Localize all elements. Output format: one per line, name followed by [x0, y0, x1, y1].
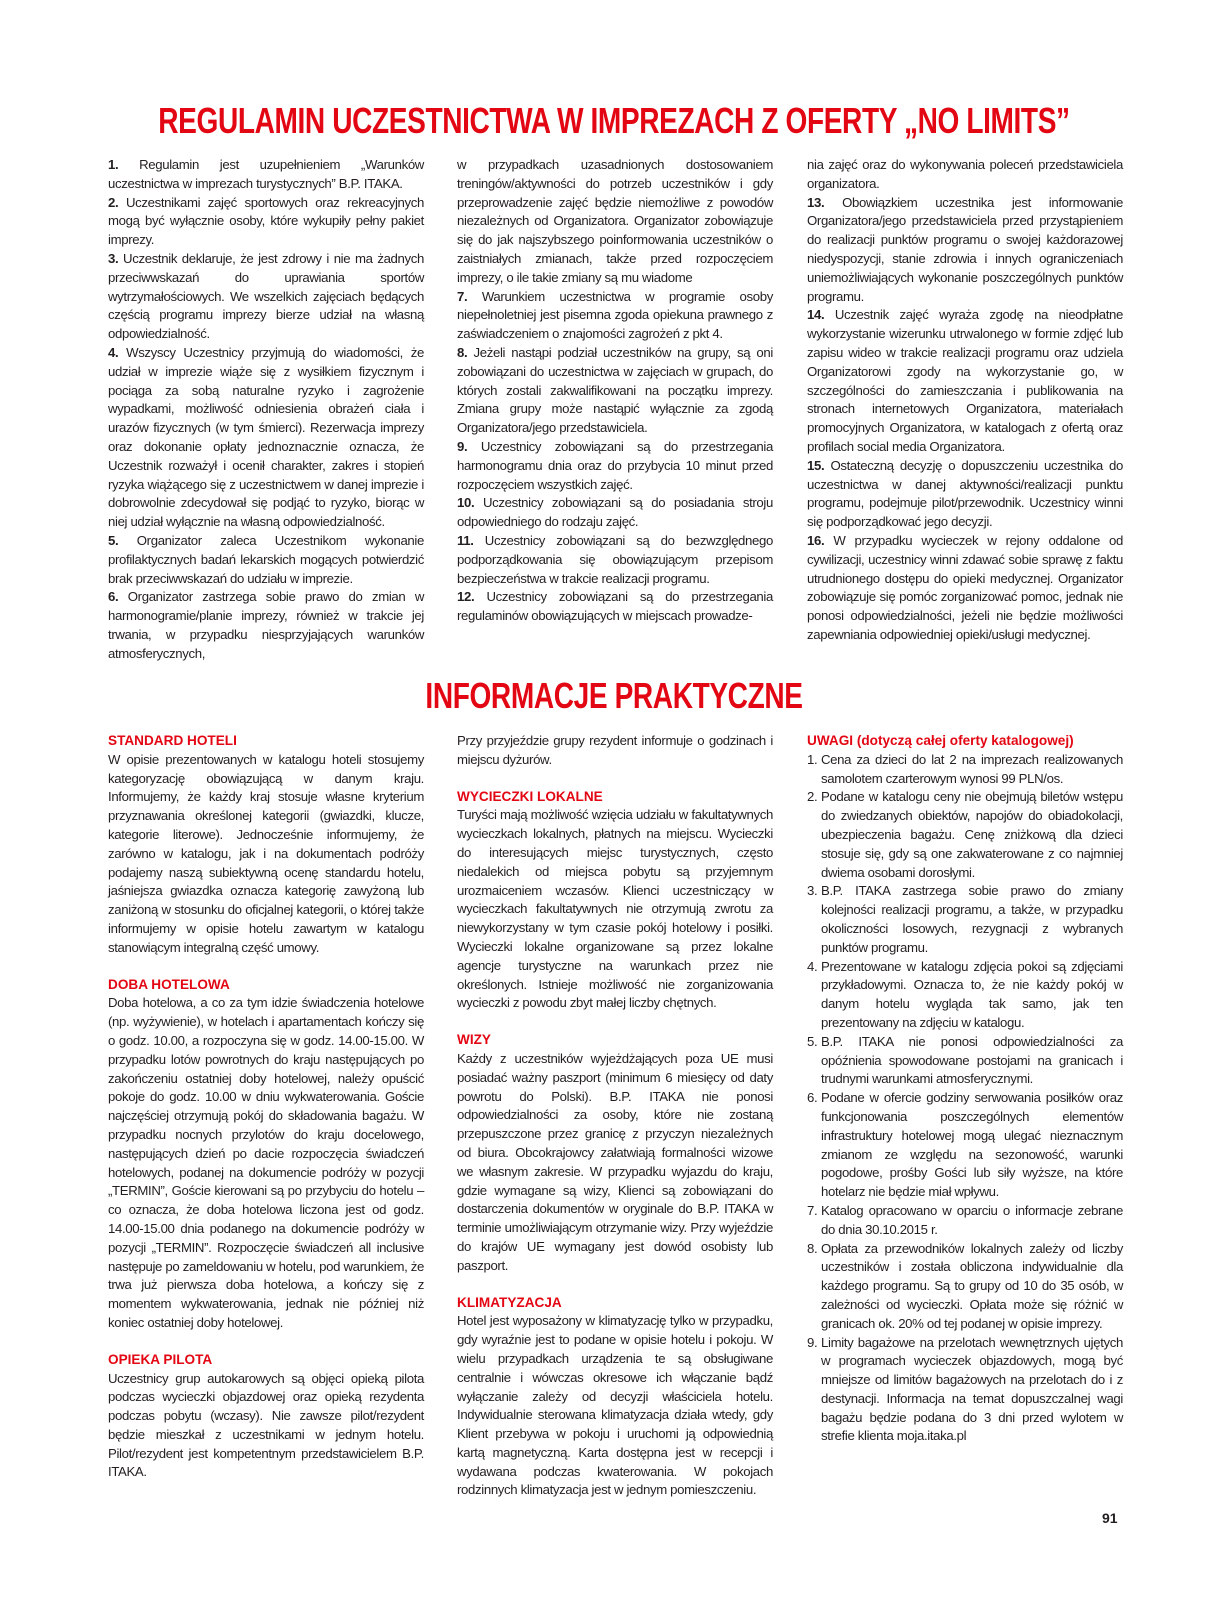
regulamin-item: nia zajęć oraz do wykonywania poleceń przedstawiciela organizatora. [807, 157, 1123, 191]
regulamin-item: 8. Jeżeli nastąpi podział uczestników na grupy, są oni zobowiązani do uczestnictwa w zajęciach w grupach, do których zostali zakwalifikowani na początku imprezy. Zmiana grupy może nastąpić wyłącznie za zgodą Organizatora/jego przedstawiciela. [457, 344, 773, 436]
regulamin-item: 2. Uczestnikami zajęć sportowych oraz rekreacyjnych mogą być wyłącznie osoby, które wykupiły pełny pakiet imprezy. [108, 194, 424, 248]
uwagi-item: 7. Katalog opracowano w oparciu o informacje zebrane do dnia 30.10.2015 r. [807, 1202, 1123, 1237]
pilot-heading: OPIEKA PILOTA [108, 1351, 213, 1367]
page-number: 91 [1102, 1510, 1118, 1526]
regulamin-column-3 [807, 156, 1123, 645]
wizy-text: Każdy z uczestników wyjeżdżających poza UE musi posiadać ważny paszport (minimum 6 miesięcy od daty powrotu do Polski). B.P. ITAKA nie ponosi odpowiedzialności za osoby, które nie zostaną przepuszczone przez granicę z przyczyn niezależnych od biura. Obcokrajowcy załatwiają formalności wizowe we własnym zakresie. W przypadku wyjazdu do kraju, gdzie wymagane są wizy, Klienci są zobowiązani do dostarczenia dokumentów w oryginale do B.P. ITAKA w terminie umożliwiającym otrzymanie wizy. Przy wyjeździe do krajów UE wymagany jest dowód osobisty lub paszport. [457, 1050, 773, 1273]
uwagi-item: 9. Limity bagażowe na przelotach wewnętrznych ujętych w programach wycieczek objazdowych, mogą być mniejsze od limitów bagażowych na przelotach do i z destynacji. Informacja na temat dopuszczalnej wagi bagażu będzie podana do 3 dni przed wylotem w strefie klienta moja.itaka.pl [807, 1334, 1123, 1444]
uwagi-item: 6. Podane w ofercie godziny serwowania posiłków oraz funkcjonowania poszczególnych elementów infrastruktury hotelowej mogą ulegać nieznacznym zmianom ze względu na sezonowość, warunki pogodowe, prośby Gości lub siły wyższe, na które hotelarz nie będzie miał wpływu. [807, 1090, 1123, 1200]
regulamin-item: 14. Uczestnik zajęć wyraża zgodę na nieodpłatne wykorzystanie wizerunku utrwalonego w formie zdjęć lub zapisu wideo w trakcie realizacji programu oraz udziela Organizatorowi zgody na wykorzystanie go, w szczególności do zamieszczania i publikowania na stronach internetowych Organizatora, materiałach promocyjnych Organizatora, w katalogach z ofertą oraz profilach social media Organizatora. [807, 307, 1123, 454]
uwagi-item: 5. B.P. ITAKA nie ponosi odpowiedzialności za opóźnienia spowodowane postojami na granicach i trudnymi warunkami atmosferycznymi. [807, 1033, 1123, 1087]
informacje-title: INFORMACJE PRAKTYCZNE [425, 675, 803, 716]
regulamin-item: 3. Uczestnik deklaruje, że jest zdrowy i nie ma żadnych przeciwwskazań do uprawiania sportów wytrzymałościowych. We wszelkich zajęciach będących częścią programu imprezy bierze udział na własną odpowiedzialność. [108, 250, 424, 342]
regulamin-item: 9. Uczestnicy zobowiązani są do przestrzegania harmonogramu dnia oraz do przybycia 10 minut przed rozpoczęciem wszystkich zajęć. [457, 438, 773, 492]
doba-text: Doba hotelowa, a co za tym idzie świadczenia hotelowe (np. wyżywienie), w hotelach i apartamentach kończy się o godz. 10.00, a rozpoczyna się w godz. 14.00-15.00. W przypadku lotów powrotnych do kraju następujących po zakończeniu ostatniej doby hotelowej, należy opuścić pokoje do godz. 10.00 w dniu wykwaterowania. Goście najczęściej otrzymują pokój do składowania bagażu. W przypadku nocnych przylotów do kraju docelowego, następujących dzień po dacie rozpoczęcia świadczeń hotelowych, podanej na dokumencie podróży w pozycji „TERMIN”, Goście kierowani są po przybyciu do hotelu – co oznacza, że doba hotelowa liczona jest od godz. 14.00-15.00 dnia podanego na dokumencie podróży w pozycji „TERMIN”. Rozpoczęcie świadczeń all inclusive następuje po zameldowaniu w hotelu, pod warunkiem, że trwa już pierwsza doba hotelowa, a kończy się z momentem wykwaterowania, jednak nie później niż koniec ostatniej doby hotelowej. [108, 995, 424, 1330]
regulamin-item: 7. Warunkiem uczestnictwa w programie osoby niepełnoletniej jest pisemna zgoda opiekuna prawnego z zaświadczeniem o znajomości zagrożeń z pkt 4. [457, 288, 773, 342]
rezydent-text: Przy przyjeździe grupy rezydent informuje o godzinach i miejscu dyżurów. [457, 733, 773, 767]
uwagi-item: 2. Podane w katalogu ceny nie obejmują biletów wstępu do zwiedzanych obiektów, napojów do obiadokolacji, ubezpieczenia bagażu. Cenę zniżkową dla dzieci stosuje się, gdy są one zakwaterowane z co najmniej dwiema osobami dorosłymi. [807, 789, 1123, 880]
regulamin-column-1 [108, 156, 424, 664]
uwagi-list [807, 751, 1123, 1446]
info-column-1 [108, 732, 424, 1482]
uwagi-heading: UWAGI (dotyczą całej oferty katalogowej) [807, 733, 1074, 748]
regulamin-item: 16. W przypadku wycieczek w rejony oddalone od cywilizacji, uczestnicy winni zdawać sobie sprawę z faktu utrudnionego dostępu do opieki medycznej. Organizator zobowiązuje się pomóc zorganizować pomoc, jednak nie ponosi odpowiedzialności, jeżeli nie będzie możliwości zapewniania odpowiedniej opieki/usługi medycznej. [807, 532, 1123, 642]
regulamin-item: 10. Uczestnicy zobowiązani są do posiadania stroju odpowiedniego do rodzaju zajęć. [457, 495, 773, 530]
uwagi-item: 8. Opłata za przewodników lokalnych zależy od liczby uczestników i została obliczona indywidualnie dla każdego programu. Są to grupy od 10 do 35 osób, w zależności od wycieczki. Opłata może się różnić w granicach ok. 20% od tej podanej w opisie imprezy. [807, 1240, 1123, 1331]
info-column-3 [807, 732, 1123, 1446]
wycieczki-heading: WYCIECZKI LOKALNE [457, 788, 603, 804]
regulamin-item: 5. Organizator zaleca Uczestnikom wykonanie profilaktycznych badań lekarskich mogących potwierdzić brak przeciwwskazań do udziału w imprezie. [108, 532, 424, 586]
klimatyzacja-text: Hotel jest wyposażony w klimatyzację tylko w przypadku, gdy wyraźnie jest to podane w opisie hotelu i pokoju. W wielu przypadkach urządzenia te są obsługiwane centralnie i wówczas okresowe ich włączanie bądź wyłączanie zależy od decyzji właściciela hotelu. Indywidualnie sterowana klimatyzacja działa wtedy, gdy Klient przebywa w pokoju i uruchomi ją odpowiednią kartą magnetyczną. Karta dostępna jest w recepcji i wydawana podczas kwaterowania. W pokojach rodzinnych klimatyzacja jest w jednym pomieszczeniu. [457, 1313, 773, 1498]
wycieczki-text: Turyści mają możliwość wzięcia udziału w fakultatywnych wycieczkach lokalnych, płatnych na miejscu. Wycieczki do interesujących miejsc turystycznych, często niedalekich od miejsca pobytu są przyjemnym urozmaiceniem wczasów. Klienci uczestniczący w wycieczkach fakultatywnych nie otrzymują zwrotu za niewykorzystany w tym czasie pokój hotelowy i posiłki. Wycieczki lokalne organizowane są przez lokalne agencje turystyczne na warunkach przez nie określonych. Istnieje możliwość nie zorganizowania wycieczki z powodu zbyt małej liczby chętnych. [457, 807, 773, 1011]
standard-heading: STANDARD HOTELI [108, 733, 237, 748]
regulamin-title: REGULAMIN UCZESTNICTWA W IMPREZACH Z OFERTY „NO LIMITS” [158, 100, 1070, 141]
regulamin-item: 1. Regulamin jest uzupełnieniem „Warunków uczestnictwa w imprezach turystycznych” B.P. ITAKA. [108, 157, 424, 191]
standard-text: W opisie prezentowanych w katalogu hoteli stosujemy kategoryzację obowiązującą w danym kraju. Informujemy, że każdy kraj stosuje własne kryterium przyznawania określonej kategorii (gwiazdki, klucze, kategorie literowe). Jednocześnie informujemy, że zarówno w katalogu, jak i na dokumentach podróży podajemy naszą subiektywną ocenę standardu hotelu, jaśniejsza gwiazdka oznacza kategorię zawyżoną lub zaniżoną w stosunku do oficjalnej kategorii, o której także informujemy w opisie hotelu zawartym w katalogu stanowiącym integralną część umowy. [108, 751, 424, 955]
regulamin-item: 11. Uczestnicy zobowiązani są do bezwzględnego podporządkowania się obowiązującym przepisom bezpieczeństwa w trakcie realizacji programu. [457, 532, 773, 586]
regulamin-item: w przypadkach uzasadnionych dostosowaniem treningów/aktywności do potrzeb uczestników i gdy przeprowadzenie zajęć będzie niemożliwe z powodów niezależnych od Organizatora. Organizator zobowiązuje się do jak najszybszego poinformowania uczestników o zaistniałych zmianach, także przed rozpoczęciem imprezy, o ile takie zmiany są mu wiadome [457, 157, 773, 285]
uwagi-item: 4. Prezentowane w katalogu zdjęcia pokoi są zdjęciami przykładowymi. Oznacza to, że nie każdy pokój w danym hotelu wygląda tak samo, jak ten prezentowany na zdjęciu w katalogu. [807, 958, 1123, 1030]
regulamin-item: 12. Uczestnicy zobowiązani są do przestrzegania regulaminów obowiązujących w miejscach prowadze- [457, 589, 773, 624]
wizy-heading: WIZY [457, 1032, 491, 1048]
regulamin-item: 6. Organizator zastrzega sobie prawo do zmian w harmonogramie/planie imprezy, również w trakcie jej trwania, w przypadku niesprzyjających warunków atmosferycznych, [108, 589, 424, 661]
klimatyzacja-heading: KLIMATYZACJA [457, 1294, 562, 1310]
regulamin-item: 13. Obowiązkiem uczestnika jest informowanie Organizatora/jego przedstawiciela przed przystąpieniem do realizacji punktów programu o swojej każdorazowej niedyspozycji, stanie zdrowia i innych ograniczeniach uniemożliwiających wykonanie poszczególnych punktów programu. [807, 194, 1123, 304]
regulamin-column-2 [457, 156, 773, 626]
regulamin-item: 15. Ostateczną decyzję o dopuszczeniu uczestnika do uczestnictwa w danej aktywności/realizacji punktu programu, podejmuje pilot/przewodnik. Uczestnicy winni się podporządkować jego decyzji. [807, 457, 1123, 530]
regulamin-item: 4. Wszyscy Uczestnicy przyjmują do wiadomości, że udział w imprezie wiąże się z wysiłkiem fizycznym i pociąga za sobą naturalne ryzyko i zagrożenie wypadkami, możliwość odniesienia obrażeń ciała i urazów fizycznych (w tym śmierci). Rezerwacja imprezy oraz dokonanie opłaty jednoznacznie oznacza, że Uczestnik rozważył i ocenił charakter, zakres i stopień ryzyka wiążącego się z uczestnictwem w danej imprezie i dobrowolnie zdecydował się podjąć to ryzyko, biorąc w niej udział wyłącznie na własną odpowiedzialność. [108, 344, 424, 530]
uwagi-item: 1. Cena za dzieci do lat 2 na imprezach realizowanych samolotem czarterowym wynosi 99 PLN/os. [807, 751, 1123, 786]
info-column-2 [457, 732, 773, 1500]
doba-heading: DOBA HOTELOWA [108, 976, 230, 992]
pilot-text: Uczestnicy grup autokarowych są objęci opieką pilota podczas wycieczki objazdowej oraz opieką rezydenta podczas pobytu (wczasy). Nie zawsze pilot/rezydent będzie mieszkał z uczestnikami w jednym hotelu. Pilot/rezydent jest kompetentnym przedstawicielem B.P. ITAKA. [108, 1370, 424, 1480]
uwagi-item: 3. B.P. ITAKA zastrzega sobie prawo do zmiany kolejności realizacji programu, a także, w przypadku okoliczności losowych, rezygnacji z wybranych punktów programu. [807, 883, 1123, 955]
